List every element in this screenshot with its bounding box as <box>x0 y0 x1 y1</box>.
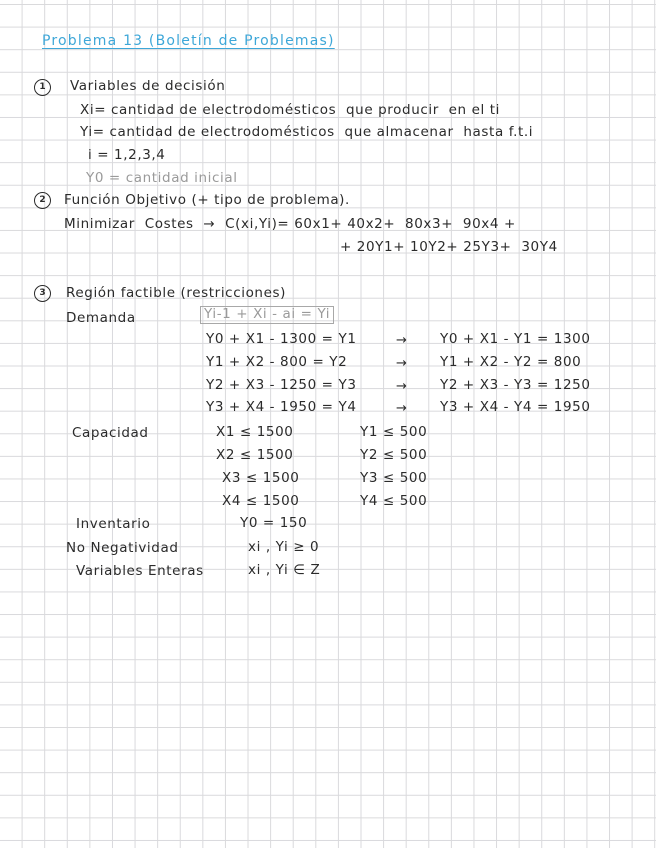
arrow-icon: → <box>396 401 407 416</box>
demanda-right-3: Y2 + X3 - Y3 = 1250 <box>440 377 591 393</box>
y0-definition: Y0 = cantidad inicial <box>86 170 238 186</box>
objective-line-1: Minimizar Costes → C(xi,Yi)= 60x1+ 40x2+ 80x3+ 90x4 + <box>64 216 516 232</box>
index-range: i = 1,2,3,4 <box>88 147 166 163</box>
section-2-heading: Función Objetivo (+ tipo de problema). <box>64 192 350 208</box>
section-3-number: 3 <box>34 285 51 302</box>
section-2-number: 2 <box>34 192 51 209</box>
capacidad-y-3: Y3 ≤ 500 <box>360 470 428 486</box>
demanda-right-4: Y3 + X4 - Y4 = 1950 <box>440 399 591 415</box>
demanda-left-4: Y3 + X4 - 1950 = Y4 <box>206 399 357 415</box>
capacidad-x-2: X2 ≤ 1500 <box>216 447 294 463</box>
section-3-heading: Región factible (restricciones) <box>66 285 286 301</box>
arrow-icon: → <box>396 333 407 348</box>
enteras-value: xi , Yi ∈ Z <box>248 562 321 578</box>
enteras-label: Variables Enteras <box>76 563 204 579</box>
arrow-icon: → <box>396 379 407 394</box>
demanda-label: Demanda <box>66 310 136 326</box>
arrow-icon: → <box>396 356 407 371</box>
capacidad-x-1: X1 ≤ 1500 <box>216 424 294 440</box>
demanda-right-2: Y1 + X2 - Y2 = 800 <box>440 354 582 370</box>
section-1-heading: Variables de decisión <box>70 78 226 94</box>
capacidad-y-1: Y1 ≤ 500 <box>360 424 428 440</box>
demanda-right-1: Y0 + X1 - Y1 = 1300 <box>440 331 591 347</box>
capacidad-x-4: X4 ≤ 1500 <box>222 493 300 509</box>
nonneg-label: No Negatividad <box>66 540 179 556</box>
inventario-label: Inventario <box>76 516 151 532</box>
page-title: Problema 13 (Boletín de Problemas) <box>42 33 335 49</box>
yi-definition: Yi= cantidad de electrodomésticos que almacenar hasta f.t.i <box>80 124 534 140</box>
demanda-left-3: Y2 + X3 - 1250 = Y3 <box>206 377 357 393</box>
demanda-formula: Yi-1 + Xi - ai = Yi <box>200 306 334 324</box>
nonneg-value: xi , Yi ≥ 0 <box>248 539 320 555</box>
section-1-number: 1 <box>34 79 51 96</box>
capacidad-y-2: Y2 ≤ 500 <box>360 447 428 463</box>
objective-line-2: + 20Y1+ 10Y2+ 25Y3+ 30Y4 <box>340 239 558 255</box>
capacidad-y-4: Y4 ≤ 500 <box>360 493 428 509</box>
inventario-value: Y0 = 150 <box>240 515 308 531</box>
demanda-left-1: Y0 + X1 - 1300 = Y1 <box>206 331 357 347</box>
capacidad-label: Capacidad <box>72 425 149 441</box>
demanda-left-2: Y1 + X2 - 800 = Y2 <box>206 354 348 370</box>
capacidad-x-3: X3 ≤ 1500 <box>222 470 300 486</box>
xi-definition: Xi= cantidad de electrodomésticos que producir en el ti <box>80 102 500 118</box>
